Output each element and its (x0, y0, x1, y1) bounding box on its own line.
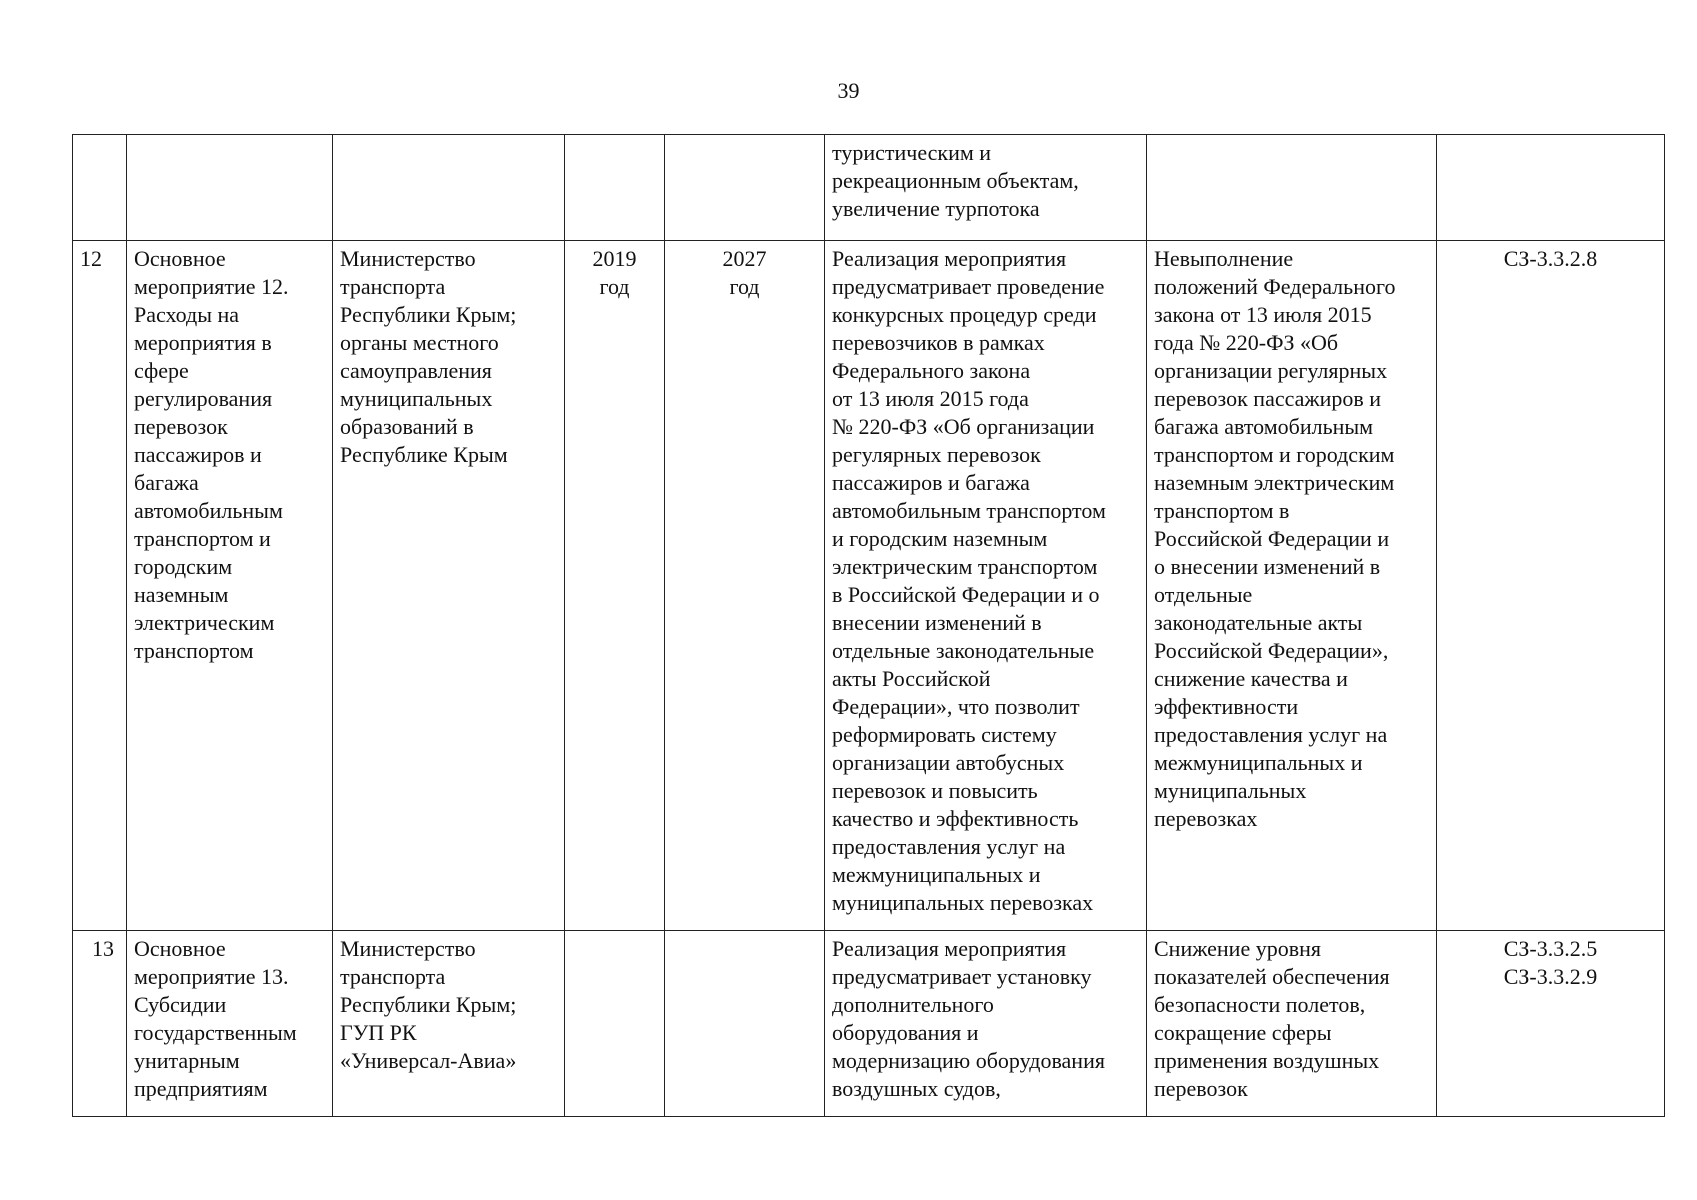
text-line: в Российской Федерации и о (832, 582, 1100, 607)
text-line: регулярных перевозок (832, 442, 1041, 467)
cell-consequence (1147, 241, 1437, 931)
text-line: о внесении изменений в (1154, 554, 1381, 579)
text-line: Министерство (340, 936, 476, 961)
text-line: безопасности полетов, (1154, 992, 1366, 1017)
text-line: самоуправления (340, 358, 492, 383)
start-year: 2019 (592, 246, 637, 271)
start-year-unit: год (599, 274, 630, 299)
text-line: транспортом в (1154, 498, 1290, 523)
text-line: государственным (134, 1020, 297, 1045)
cell-executor (333, 135, 565, 241)
text-line: перевозок пассажиров и (1154, 386, 1382, 411)
text-line: предусматривает проведение (832, 274, 1105, 299)
text-line: снижение качества и (1154, 666, 1348, 691)
text-line: организации регулярных (1154, 358, 1388, 383)
text-line: образований в (340, 414, 474, 439)
measures-table (72, 134, 1665, 1117)
cell-executor (333, 241, 565, 931)
cell-end (665, 135, 825, 241)
text-line: конкурсных процедур среди (832, 302, 1097, 327)
table-row-13 (73, 931, 1665, 1117)
text-line: перевозчиков в рамках (832, 330, 1045, 355)
text-line: перевозках (1154, 806, 1258, 831)
text-line: транспорта (340, 274, 446, 299)
text-line: применения воздушных (1154, 1048, 1380, 1073)
text-line: положений Федерального (1154, 274, 1396, 299)
text-line: Снижение уровня (1154, 936, 1321, 961)
text-line: багажа (134, 470, 199, 495)
row-number: 13 (73, 931, 127, 1117)
text-line: Российской Федерации и (1154, 526, 1390, 551)
cell-codes (1437, 135, 1665, 241)
text-line: автомобильным (134, 498, 283, 523)
cell-start (565, 931, 665, 1117)
text-line: пассажиров и багажа (832, 470, 1030, 495)
text-line: перевозок (134, 414, 228, 439)
text-line: багажа автомобильным (1154, 414, 1374, 439)
text-line: сфере (134, 358, 189, 383)
text-line: Республики Крым; (340, 302, 517, 327)
end-year: 2027 (722, 246, 767, 271)
text-line: муниципальных (340, 386, 493, 411)
text-line: автомобильным транспортом (832, 498, 1106, 523)
text-line: внесении изменений в (832, 610, 1042, 635)
text-line: Расходы на (134, 302, 240, 327)
text-line: показателей обеспечения (1154, 964, 1390, 989)
table-row-12 (73, 241, 1665, 931)
text-line: и городским наземным (832, 526, 1048, 551)
text-line: воздушных судов, (832, 1076, 1001, 1101)
text-line: городским (134, 554, 233, 579)
cell-end (665, 241, 825, 931)
text-line: Невыполнение (1154, 246, 1294, 271)
text-line: Основное (134, 246, 226, 271)
text-line: мероприятие 13. (134, 964, 289, 989)
text-line: организации автобусных (832, 750, 1065, 775)
text-line: отдельные законодательные (832, 638, 1095, 663)
text-line: Федерального закона (832, 358, 1031, 383)
text-line: рекреационным объектам, (832, 168, 1079, 193)
text-line: отдельные (1154, 582, 1253, 607)
text-line: наземным электрическим (1154, 470, 1395, 495)
cell-result (825, 135, 1147, 241)
text-line: транспортом и городским (1154, 442, 1395, 467)
text-line: Субсидии (134, 992, 227, 1017)
cell-result (825, 931, 1147, 1117)
target-code: СЗ-3.3.2.8 (1503, 246, 1598, 271)
text-line: транспортом (134, 638, 254, 663)
text-line: Основное (134, 936, 226, 961)
cell-start (565, 135, 665, 241)
cell-num (73, 135, 127, 241)
cell-executor (333, 931, 565, 1117)
text-line: предусматривает установку (832, 964, 1092, 989)
text-line: межмуниципальных и (832, 862, 1041, 887)
text-line: Федерации», что позволит (832, 694, 1080, 719)
text-line: дополнительного (832, 992, 994, 1017)
cell-codes (1437, 931, 1665, 1117)
text-line: законодательные акты (1154, 610, 1363, 635)
cell-event (127, 931, 333, 1117)
text-line: наземным (134, 582, 229, 607)
text-line: оборудования и (832, 1020, 979, 1045)
text-line: электрическим (134, 610, 275, 635)
row-number: 12 (73, 241, 127, 931)
text-line: перевозок (1154, 1076, 1248, 1101)
target-code: СЗ-3.3.2.5 (1503, 936, 1598, 961)
text-line: перевозок и повысить (832, 778, 1038, 803)
text-line: Республики Крым; (340, 992, 517, 1017)
cell-end (665, 931, 825, 1117)
text-line: муниципальных (1154, 778, 1307, 803)
text-line: электрическим транспортом (832, 554, 1098, 579)
cell-event (127, 135, 333, 241)
cell-codes (1437, 241, 1665, 931)
text-line: транспорта (340, 964, 446, 989)
text-line: транспортом и (134, 526, 271, 551)
text-line: межмуниципальных и (1154, 750, 1363, 775)
text-line: органы местного (340, 330, 499, 355)
cell-event (127, 241, 333, 931)
text-line: регулирования (134, 386, 273, 411)
text-line: унитарным (134, 1048, 240, 1073)
text-line: реформировать систему (832, 722, 1057, 747)
text-line: мероприятие 12. (134, 274, 289, 299)
text-line: пассажиров и (134, 442, 262, 467)
cell-result (825, 241, 1147, 931)
end-year-unit: год (729, 274, 760, 299)
text-line: от 13 июля 2015 года (832, 386, 1029, 411)
text-line: предприятиям (134, 1076, 268, 1101)
text-line: Министерство (340, 246, 476, 271)
page-number: 39 (837, 78, 860, 103)
text-line: увеличение турпотока (832, 196, 1040, 221)
text-line: «Универсал-Авиа» (340, 1048, 517, 1073)
text-line: сокращение сферы (1154, 1020, 1332, 1045)
text-line: акты Российской (832, 666, 991, 691)
text-line: года № 220-ФЗ «Об (1154, 330, 1339, 355)
cell-start (565, 241, 665, 931)
table-row-continuation (73, 135, 1665, 241)
text-line: Реализация мероприятия (832, 936, 1067, 961)
cell-consequence (1147, 135, 1437, 241)
text-line: предоставления услуг на (832, 834, 1066, 859)
text-line: ГУП РК (340, 1020, 417, 1045)
cell-consequence (1147, 931, 1437, 1117)
text-line: туристическим и (832, 140, 992, 165)
text-line: № 220-ФЗ «Об организации (832, 414, 1095, 439)
text-line: закона от 13 июля 2015 (1154, 302, 1372, 327)
text-line: предоставления услуг на (1154, 722, 1388, 747)
text-line: качество и эффективность (832, 806, 1079, 831)
text-line: Российской Федерации», (1154, 638, 1389, 663)
target-code: СЗ-3.3.2.9 (1503, 964, 1598, 989)
text-line: муниципальных перевозках (832, 890, 1094, 915)
text-line: модернизацию оборудования (832, 1048, 1105, 1073)
text-line: Республике Крым (340, 442, 508, 467)
text-line: эффективности (1154, 694, 1299, 719)
text-line: Реализация мероприятия (832, 246, 1067, 271)
text-line: мероприятия в (134, 330, 272, 355)
